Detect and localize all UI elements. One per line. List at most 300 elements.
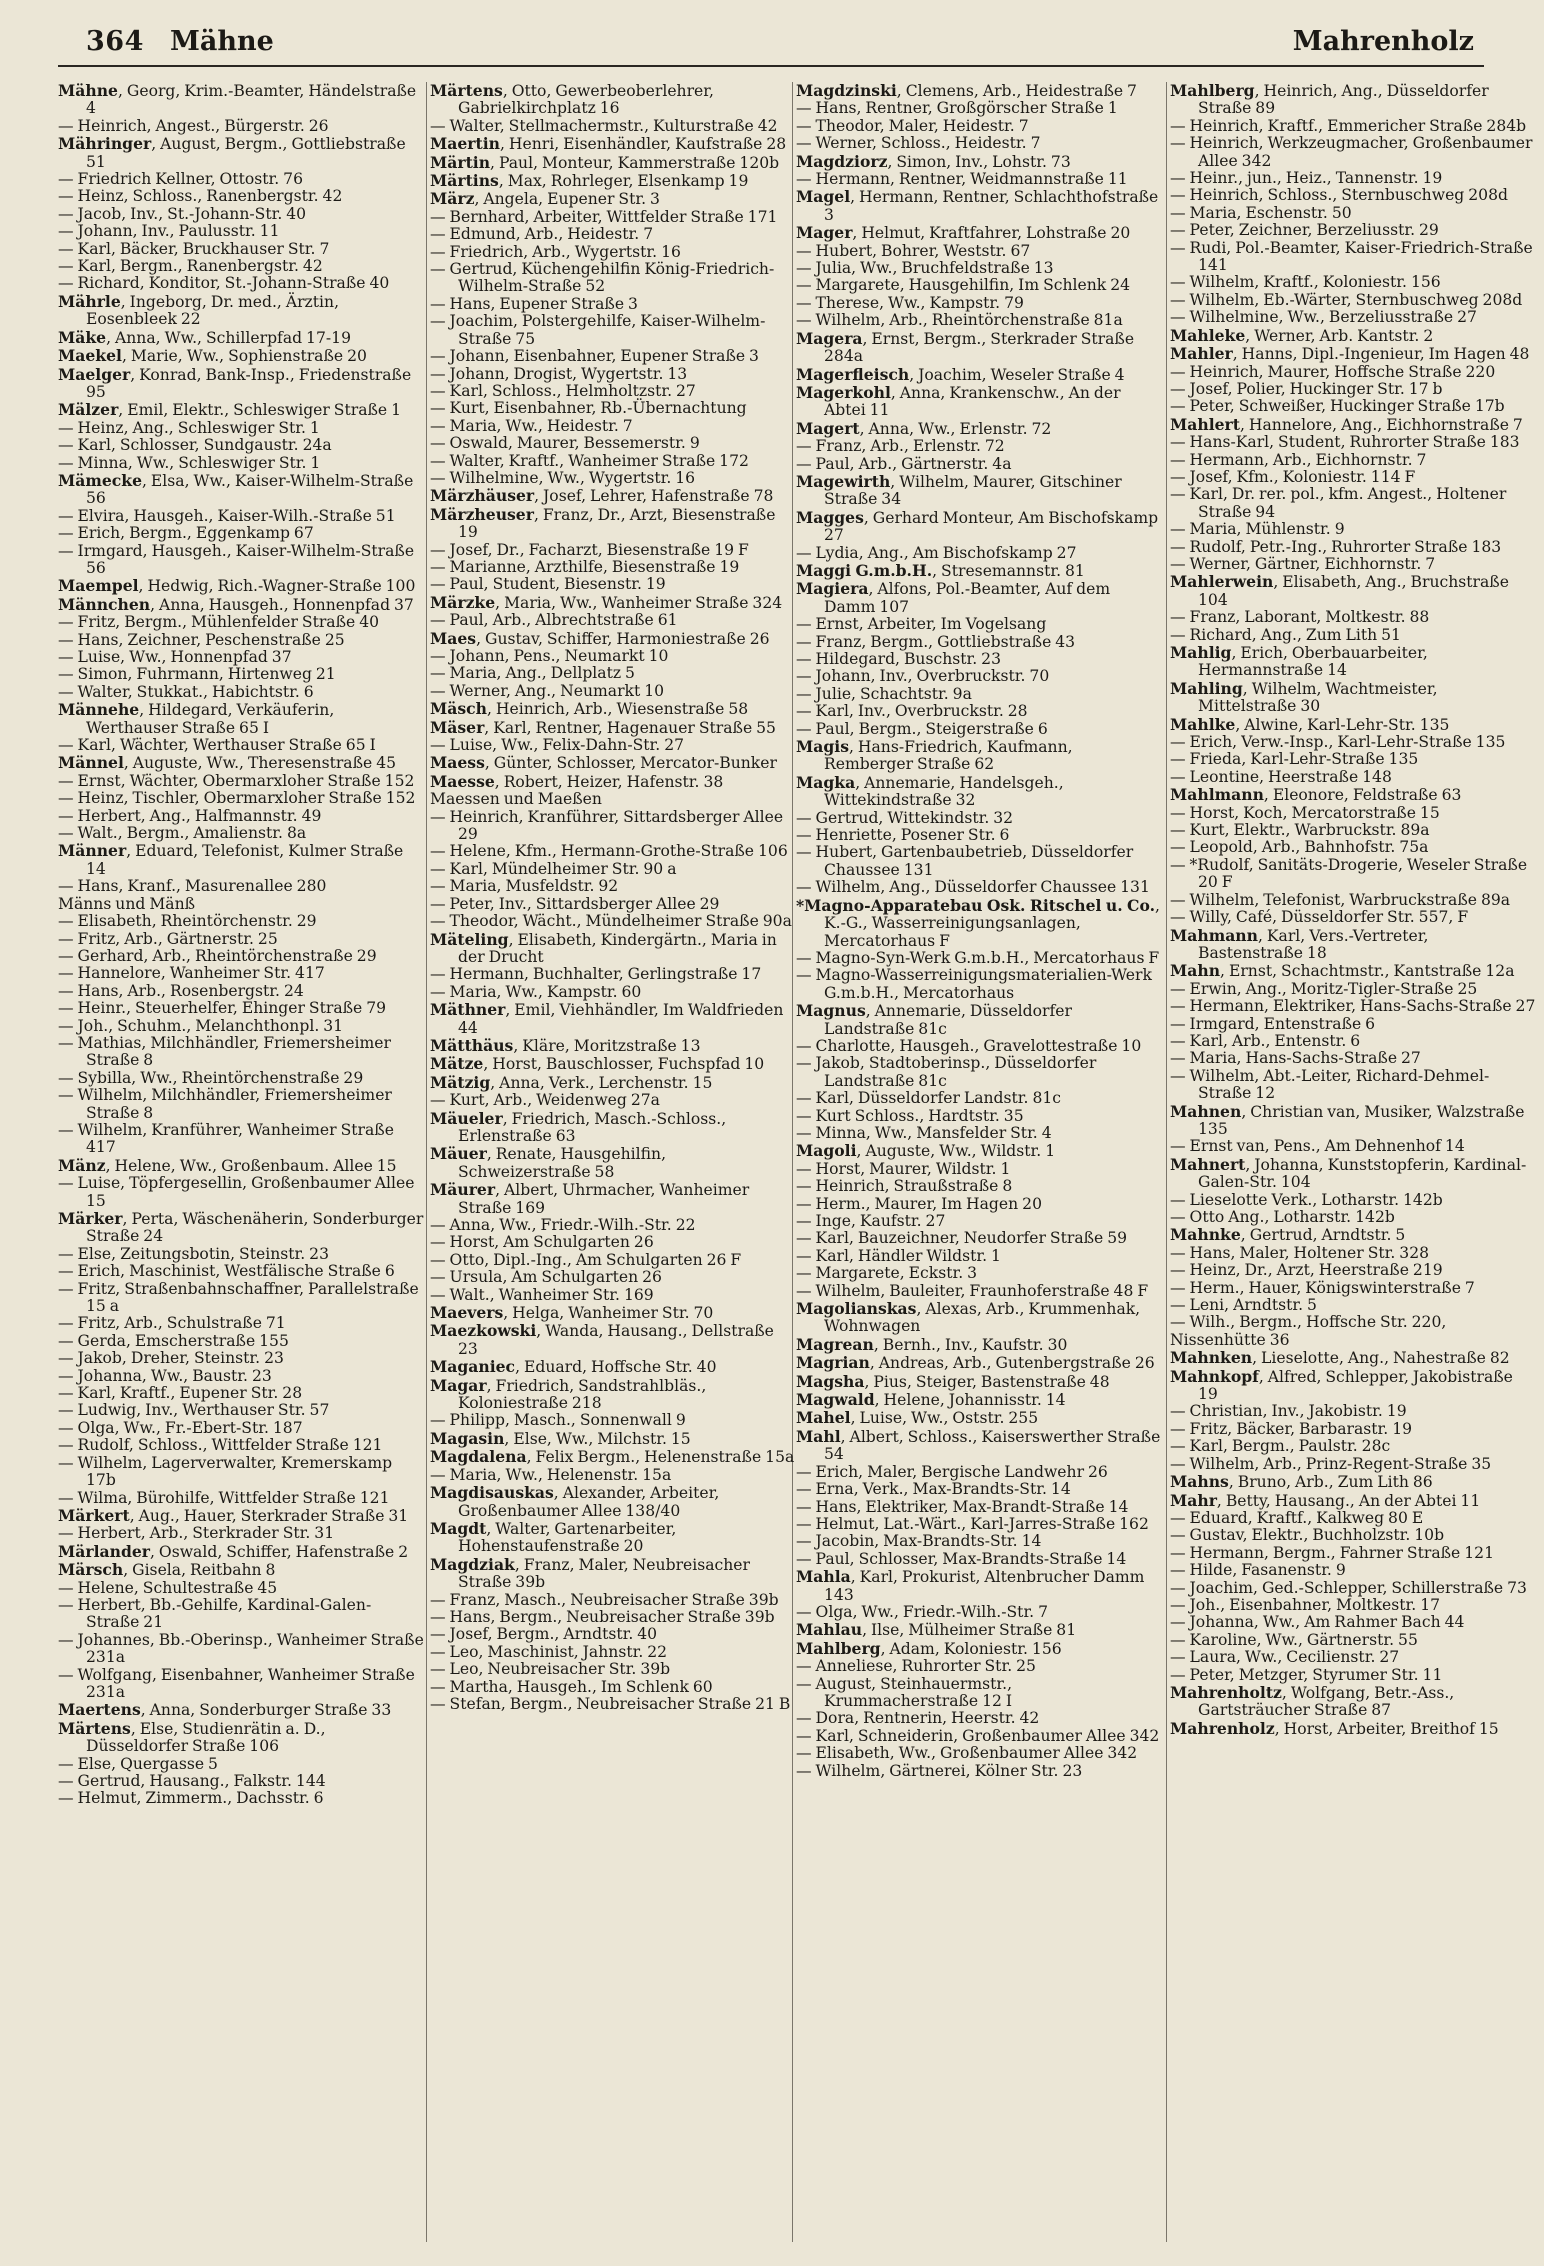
directory-entry: — Julie, Schachtstr. 9a <box>796 684 972 703</box>
directory-entry: — Franz, Bergm., Gottliebstraße 43 <box>796 632 1076 651</box>
directory-entry: — Jacob, Inv., St.-Johann-Str. 40 <box>58 204 307 223</box>
directory-entry: — Paul, Bergm., Steigerstraße 6 <box>796 719 1048 738</box>
directory-entry: Mätthäus, Kläre, Moritzstraße 13 <box>430 1035 701 1055</box>
directory-entry: — Hans, Bergm., Neubreisacher Straße 39b <box>430 1607 775 1626</box>
directory-entry: — Werner, Ang., Neumarkt 10 <box>430 681 665 700</box>
directory-entry: Mäthner, Emil, Viehhändler, Im Waldfrieden 44 <box>430 1000 784 1037</box>
directory-entry: — Johanna, Ww., Baustr. 23 <box>58 1366 272 1385</box>
directory-entry: Mähne, Georg, Krim.-Beamter, Händelstraße 4 <box>58 82 417 118</box>
directory-entry: Magdt, Walter, Gartenarbeiter, Hohenstaufenstraße 20 <box>430 1518 677 1556</box>
directory-entry: Männel, Auguste, Ww., Theresenstraße 45 <box>58 753 397 773</box>
directory-entry: — Magno-Syn-Werk G.m.b.H., Mercatorhaus F <box>796 948 1160 967</box>
directory-entry: — Bernhard, Arbeiter, Wittfelder Straße 171 <box>430 207 778 226</box>
directory-entry: — Elisabeth, Rheintörchenstr. 29 <box>58 912 317 931</box>
directory-entry: — Leontine, Heerstraße 148 <box>1170 767 1392 786</box>
directory-entry: — Stefan, Bergm., Neubreisacher Straße 21 B <box>430 1694 791 1713</box>
directory-entry: Nissenhütte 36 <box>1170 1330 1290 1349</box>
directory-entry: Märzke, Maria, Ww., Wanheimer Straße 324 <box>430 592 783 612</box>
directory-entry: — Johann, Drogist, Wygertstr. 13 <box>430 364 688 383</box>
directory-entry: — Horst, Maurer, Wildstr. 1 <box>796 1159 1011 1178</box>
directory-entry: — Heinz, Schloss., Ranenbergstr. 42 <box>58 187 343 206</box>
directory-entry: — Gertrud, Küchengehilfin König-Friedrich-Wilhelm-Straße 52 <box>430 260 775 296</box>
directory-entry: Mahla, Karl, Prokurist, Altenbrucher Damm 143 <box>796 1567 1145 1604</box>
directory-entry: — Helmut, Lat.-Wärt., Karl-Jarres-Straße 162 <box>796 1514 1149 1533</box>
directory-entry: — Maria, Mühlenstr. 9 <box>1170 520 1345 539</box>
directory-entry: — Wilhelm, Bauleiter, Fraunhoferstraße 48 F <box>796 1281 1149 1300</box>
directory-entry: Mäuer, Renate, Hausgehilfin, Schweizerstraße 58 <box>430 1144 667 1181</box>
directory-entry: Märzhäuser, Josef, Lehrer, Hafenstraße 78 <box>430 486 774 506</box>
directory-entry: — Ludwig, Inv., Werthauser Str. 57 <box>58 1401 330 1420</box>
directory-entry: — Luise, Ww., Honnenpfad 37 <box>58 648 292 666</box>
directory-entry: — Peter, Zeichner, Berzeliusstr. 29 <box>1170 221 1439 240</box>
directory-entry: — Hans, Eupener Straße 3 <box>430 294 638 313</box>
directory-entry: — Joh., Eisenbahner, Moltkestr. 17 <box>1170 1595 1441 1614</box>
directory-entry: — Wilhelm, Lagerverwalter, Kremerskamp 17b <box>58 1453 393 1490</box>
directory-entry: Mahnke, Gertrud, Arndtstr. 5 <box>1170 1225 1406 1245</box>
directory-entry: Mahr, Betty, Hausang., An der Abtei 11 <box>1170 1490 1481 1510</box>
directory-entry: Mahmann, Karl, Vers.-Vertreter, Bastenstraße 18 <box>1170 925 1429 962</box>
directory-entry: — Rudolf, Schloss., Wittfelder Straße 121 <box>58 1436 383 1455</box>
directory-entry: Magasin, Else, Ww., Milchstr. 15 <box>430 1428 691 1448</box>
directory-entry: — Wilhelm, Ang., Düsseldorfer Chaussee 131 <box>796 878 1150 897</box>
directory-entry: — Karl, Schlosser, Sundgaustr. 24a <box>58 436 332 455</box>
directory-entry: Magsha, Pius, Steiger, Bastenstraße 48 <box>796 1371 1110 1391</box>
directory-entry: Magera, Ernst, Bergm., Sterkrader Straße 284a <box>796 328 1135 366</box>
directory-entry: — Hans, Rentner, Großgörscher Straße 1 <box>796 99 1118 118</box>
directory-entry: — Johann, Inv., Overbruckstr. 70 <box>796 667 1050 686</box>
directory-entry: — Therese, Ww., Kampstr. 79 <box>796 293 1024 312</box>
directory-entry: — Johanna, Ww., Am Rahmer Bach 44 <box>1170 1613 1465 1632</box>
directory-entry: Magolianskas, Alexas, Arb., Krummenhak, Wohnwagen <box>796 1299 1141 1336</box>
directory-entry: — Franz, Laborant, Moltkestr. 88 <box>1170 608 1430 627</box>
directory-entry: — Hermann, Elektriker, Hans-Sachs-Straße 27 <box>1170 997 1536 1016</box>
directory-entry: — Olga, Ww., Friedr.-Wilh.-Str. 7 <box>796 1602 1049 1621</box>
directory-entry: — Hubert, Gartenbaubetrieb, Düsseldorfer Chaussee 131 <box>796 843 1134 879</box>
directory-entry: — Werner, Gärtner, Eichhornstr. 7 <box>1170 554 1436 573</box>
directory-entry: — Christian, Inv., Jakobistr. 19 <box>1170 1402 1407 1421</box>
directory-entry: — Laura, Ww., Cecilienstr. 27 <box>1170 1648 1400 1667</box>
directory-entry: — Heinr., jun., Heiz., Tannenstr. 19 <box>1170 169 1443 188</box>
directory-entry: — Rudi, Pol.-Beamter, Kaiser-Friedrich-Straße 141 <box>1170 238 1533 275</box>
directory-entry: — Dora, Rentnerin, Heerstr. 42 <box>796 1709 1040 1728</box>
directory-entry: — Paul, Arb., Albrechtstraße 61 <box>430 611 678 630</box>
directory-entry: Magdzinski, Clemens, Arb., Heidestraße 7 <box>796 82 1137 100</box>
directory-entry: — Paul, Student, Biesenstr. 19 <box>430 575 666 594</box>
directory-entry: — Sybilla, Ww., Rheintörchenstraße 29 <box>58 1068 364 1087</box>
directory-entry: Maggi G.m.b.H., Stresemannstr. 81 <box>796 560 1085 580</box>
directory-entry: — Margarete, Eckstr. 3 <box>796 1264 978 1283</box>
directory-entry: — Wilhelm, Milchhändler, Friemersheimer Straße 8 <box>58 1086 392 1122</box>
directory-entry: Mänz, Helene, Ww., Großenbaum. Allee 15 <box>58 1155 397 1175</box>
directory-entry: — Fritz, Straßenbahnschaffner, Parallelstraße 15 a <box>58 1279 419 1316</box>
directory-entry: — Theodor, Wächt., Mündelheimer Straße 90a <box>430 912 792 931</box>
directory-entry: — Gustav, Elektr., Buchholzstr. 10b <box>1170 1526 1445 1545</box>
directory-entry: — Josef, Kfm., Koloniestr. 114 F <box>1170 467 1416 486</box>
directory-entry: — Simon, Fuhrmann, Hirtenweg 21 <box>58 665 336 684</box>
directory-entry: Mähringer, August, Bergm., Gottliebstraße 51 <box>58 134 406 171</box>
directory-entry: — Werner, Schloss., Heidestr. 7 <box>796 134 1041 153</box>
directory-entry: — Herbert, Arb., Sterkrader Str. 31 <box>58 1524 335 1543</box>
directory-entry: Mahling, Wilhelm, Wachtmeister, Mittelstraße 30 <box>1170 678 1438 716</box>
directory-entry: — Heinrich, Maurer, Hoffsche Straße 220 <box>1170 362 1496 381</box>
directory-entry: — Walter, Stukkat., Habichtstr. 6 <box>58 682 314 701</box>
page-header <box>58 22 1484 68</box>
directory-entry: Märtens, Else, Studienrätin a. D., Düsseldorfer Straße 106 <box>58 1718 326 1756</box>
directory-entry: — Heinrich, Kranführer, Sittardsberger Allee 29 <box>430 807 784 844</box>
directory-entry: — Jakob, Dreher, Steinstr. 23 <box>58 1349 284 1368</box>
directory-entry: — Heinrich, Schloss., Sternbuschweg 208d <box>1170 186 1508 205</box>
directory-entry: Mahlke, Alwine, Karl-Lehr-Str. 135 <box>1170 714 1450 734</box>
directory-entry: — *Rudolf, Sanitäts-Drogerie, Weseler Straße 20 F <box>1170 855 1528 892</box>
directory-entry: — Karl, Dr. rer. pol., kfm. Angest., Holtener Straße 94 <box>1170 485 1507 521</box>
directory-entry: — Karl, Arb., Entenstr. 6 <box>1170 1031 1361 1050</box>
directory-entry: — Erich, Maler, Bergische Landwehr 26 <box>796 1462 1108 1481</box>
directory-entry: Maekel, Marie, Ww., Sophienstraße 20 <box>58 346 367 366</box>
directory-entry: — Erich, Verw.-Insp., Karl-Lehr-Straße 135 <box>1170 733 1506 752</box>
directory-entry: — Hans, Kranf., Masurenallee 280 <box>58 877 327 896</box>
directory-entry: Magwald, Helene, Johannisstr. 14 <box>796 1390 1066 1410</box>
directory-entry: Mahl, Albert, Schloss., Kaiserswerther Straße 54 <box>796 1426 1161 1464</box>
directory-entry: — Wilhelm, Kraftf., Koloniestr. 156 <box>1170 273 1441 292</box>
directory-entry: Märsch, Gisela, Reitbahn 8 <box>58 1560 276 1580</box>
directory-entry: — Heinz, Tischler, Obermarxloher Straße 152 <box>58 789 416 808</box>
directory-entry: — Erwin, Ang., Moritz-Tigler-Straße 25 <box>1170 979 1478 998</box>
directory-entry: — Hans, Elektriker, Max-Brandt-Straße 14 <box>796 1497 1129 1516</box>
directory-entry: Männer, Eduard, Telefonist, Kulmer Straße 14 <box>58 841 404 878</box>
directory-entry: — Leo, Maschinist, Jahnstr. 22 <box>430 1642 668 1661</box>
directory-entry: Magert, Anna, Ww., Erlenstr. 72 <box>796 418 1052 438</box>
directory-entry: — Hermann, Rentner, Weidmannstraße 11 <box>796 170 1128 189</box>
directory-entry: Mahnert, Johanna, Kunststopferin, Kardinal-Galen-Str. 104 <box>1170 1154 1527 1192</box>
directory-entry: — Erich, Maschinist, Westfälische Straße 6 <box>58 1262 395 1281</box>
directory-entry: — Charlotte, Hausgeh., Gravelottestraße 10 <box>796 1036 1142 1055</box>
directory-entry: — Peter, Inv., Sittardsberger Allee 29 <box>430 894 720 913</box>
directory-entry: — Ernst, Wächter, Obermarxloher Straße 152 <box>58 771 415 790</box>
directory-entry: — Herbert, Bb.-Gehilfe, Kardinal-Galen-Straße 21 <box>58 1595 372 1632</box>
directory-entry: Mäser, Karl, Rentner, Hagenauer Straße 55 <box>430 717 776 737</box>
directory-entry: Männehe, Hildegard, Verkäuferin, Werthauser Straße 65 I <box>58 700 335 737</box>
directory-entry: Magoli, Auguste, Ww., Wildstr. 1 <box>796 1141 1056 1161</box>
directory-entry: Mälzer, Emil, Elektr., Schleswiger Straße 1 <box>58 400 402 420</box>
directory-entry: Mahler, Hanns, Dipl.-Ingenieur, Im Hagen 48 <box>1170 344 1530 364</box>
directory-entry: — Walt., Wanheimer Str. 169 <box>430 1285 654 1304</box>
directory-entry: — Wilhelm, Kranführer, Wanheimer Straße 417 <box>58 1120 394 1157</box>
directory-entry: — Henriette, Posener Str. 6 <box>796 826 1010 845</box>
directory-entry: — Kurt, Elektr., Warbruckstr. 89a <box>1170 821 1430 840</box>
directory-entry: — Hilde, Fasanenstr. 9 <box>1170 1561 1346 1580</box>
directory-entry: Maevers, Helga, Wanheimer Str. 70 <box>430 1303 714 1323</box>
directory-entry: — Horst, Am Schulgarten 26 <box>430 1233 654 1252</box>
directory-entry: — Lieselotte Verk., Lotharstr. 142b <box>1170 1190 1443 1209</box>
directory-entry: — Karl, Kraftf., Eupener Str. 28 <box>58 1384 303 1403</box>
directory-entry: Männchen, Anna, Hausgeh., Honnenpfad 37 <box>58 594 414 614</box>
directory-entry: Mahrenholz, Horst, Arbeiter, Breithof 15 <box>1170 1718 1499 1738</box>
directory-entry: Magis, Hans-Friedrich, Kaufmann, Remberger Straße 62 <box>796 737 1073 774</box>
directory-entry: Maelger, Konrad, Bank-Insp., Friedenstraße 95 <box>58 364 412 401</box>
directory-entry: Märzheuser, Franz, Dr., Arzt, Biesenstraße 19 <box>430 504 776 542</box>
directory-entry: — Wilhelm, Abt.-Leiter, Richard-Dehmel-Straße 12 <box>1170 1066 1490 1103</box>
directory-entry: — Maria, Ang., Dellplatz 5 <box>430 664 635 683</box>
directory-entry: — Jakob, Stadtoberinsp., Düsseldorfer Landstraße 81c <box>796 1054 1097 1090</box>
directory-entry: — Maria, Ww., Helenenstr. 15a <box>430 1465 672 1484</box>
directory-entry: — Joachim, Polstergehilfe, Kaiser-Wilhelm-Straße 75 <box>430 312 766 348</box>
directory-entry: — Helene, Schultestraße 45 <box>58 1578 278 1597</box>
directory-entry: — Karl, Bauzeichner, Neudorfer Straße 59 <box>796 1229 1128 1248</box>
directory-entry: Mahel, Luise, Ww., Oststr. 255 <box>796 1408 1039 1428</box>
directory-entry: — Karl, Schloss., Helmholtzstr. 27 <box>430 381 696 400</box>
directory-entry: — Josef, Bergm., Arndtstr. 40 <box>430 1625 658 1644</box>
directory-entry: — Herm., Hauer, Königswinterstraße 7 <box>1170 1278 1475 1297</box>
directory-entry: — Horst, Koch, Mercatorstraße 15 <box>1170 803 1440 822</box>
directory-entry: — Richard, Ang., Zum Lith 51 <box>1170 625 1401 644</box>
directory-entry: Magdalena, Felix Bergm., Helenenstraße 15a <box>430 1447 795 1467</box>
directory-entry: Mahrenholtz, Wolfgang, Betr.-Ass., Gartsträucher Straße 87 <box>1170 1682 1455 1720</box>
directory-entry: Mahlert, Hannelore, Ang., Eichhornstraße 7 <box>1170 414 1523 434</box>
directory-entry: — Hubert, Bohrer, Weststr. 67 <box>796 241 1031 260</box>
directory-entry: — Helene, Kfm., Hermann-Grothe-Straße 106 <box>430 842 788 861</box>
directory-entry: — Irmgard, Entenstraße 6 <box>1170 1014 1376 1033</box>
directory-entry: Mahn, Ernst, Schachtmstr., Kantstraße 12a <box>1170 961 1515 981</box>
directory-entry: — Wilhelm, Telefonist, Warbruckstraße 89a <box>1170 890 1511 909</box>
directory-entry: Mager, Helmut, Kraftfahrer, Lohstraße 20 <box>796 223 1131 243</box>
directory-entry: *Magno-Apparatebau Osk. Ritschel u. Co., K.-G., Wasserreinigungsanlagen, Mercatorhaus F <box>796 895 1160 950</box>
directory-entry: Magges, Gerhard Monteur, Am Bischofskamp 27 <box>796 507 1159 545</box>
directory-entry: Männs und Mänß <box>58 894 196 913</box>
directory-entry: Maezkowski, Wanda, Hausang., Dellstraße 23 <box>430 1321 774 1358</box>
directory-entry: — Olga, Ww., Fr.-Ebert-Str. 187 <box>58 1418 303 1437</box>
directory-column-2 <box>430 82 796 2252</box>
directory-entry: — Karl, Mündelheimer Str. 90 a <box>430 859 677 878</box>
directory-entry: — Marianne, Arzthilfe, Biesenstraße 19 <box>430 557 740 576</box>
directory-entry: — Oswald, Maurer, Bessemerstr. 9 <box>430 434 700 453</box>
directory-entry: — Helmut, Zimmerm., Dachsstr. 6 <box>58 1789 324 1808</box>
directory-entry: — Wilhelmine, Ww., Wygertstr. 16 <box>430 468 696 487</box>
directory-entry: — Erna, Verk., Max-Brandts-Str. 14 <box>796 1480 1071 1499</box>
directory-entry: Mährle, Ingeborg, Dr. med., Ärztin, Eosenbleek 22 <box>58 291 340 329</box>
directory-entry: März, Angela, Eupener Str. 3 <box>430 189 660 209</box>
directory-entry: Magel, Hermann, Rentner, Schlachthofstraße 3 <box>796 187 1159 224</box>
directory-entry: — Karl, Bäcker, Bruckhauser Str. 7 <box>58 239 330 258</box>
directory-entry: Maertens, Anna, Sonderburger Straße 33 <box>58 1700 392 1720</box>
directory-entry: — Theodor, Maler, Heidestr. 7 <box>796 116 1029 135</box>
directory-entry: — Hans, Arb., Rosenbergstr. 24 <box>58 981 304 1000</box>
directory-column-4 <box>1170 82 1536 2252</box>
directory-entry: — Paul, Arb., Gärtnerstr. 4a <box>796 454 1012 473</box>
header-rule <box>58 65 1484 67</box>
directory-entry: Magewirth, Wilhelm, Maurer, Gitschiner Straße 34 <box>796 471 1122 509</box>
directory-entry: Mahnkopf, Alfred, Schlepper, Jakobistraße 19 <box>1170 1366 1513 1404</box>
directory-entry: — Heinrich, Werkzeugmacher, Großenbaumer Allee 342 <box>1170 134 1533 170</box>
directory-entry: — Inge, Kaufstr. 27 <box>796 1212 946 1230</box>
directory-entry: Maessen und Maeßen <box>430 790 602 809</box>
directory-entry: — Ursula, Am Schulgarten 26 <box>430 1268 662 1287</box>
directory-entry: — Irmgard, Hausgeh., Kaiser-Wilhelm-Straße 56 <box>58 541 415 577</box>
directory-entry: — Wilhelm, Arb., Prinz-Regent-Straße 35 <box>1170 1454 1492 1473</box>
directory-entry: — Otto, Dipl.-Ing., Am Schulgarten 26 F <box>430 1250 742 1269</box>
directory-entry: Märlander, Oswald, Schiffer, Hafenstraße 2 <box>58 1541 409 1561</box>
directory-entry: Maganiec, Eduard, Hoffsche Str. 40 <box>430 1357 717 1377</box>
directory-entry: Magiera, Alfons, Pol.-Beamter, Auf dem Damm 107 <box>796 579 1111 616</box>
header-left-keyword: Mähne <box>170 26 274 57</box>
directory-entry: Märkert, Aug., Hauer, Sterkrader Straße 31 <box>58 1505 409 1525</box>
directory-entry: Magnus, Annemarie, Düsseldorfer Landstraße 81c <box>796 1001 1072 1038</box>
directory-entry: — Hermann, Arb., Eichhornstr. 7 <box>1170 450 1427 469</box>
directory-entry: — Wilh., Bergm., Hoffsche Str. 220, <box>1170 1313 1447 1332</box>
directory-entry: Magerfleisch, Joachim, Weseler Straße 4 <box>796 364 1125 384</box>
directory-entry: — Heinrich, Straußstraße 8 <box>796 1177 1013 1196</box>
directory-entry: — Josef, Polier, Huckinger Str. 17 b <box>1170 379 1443 398</box>
directory-entry: — Jacobin, Max-Brandts-Str. 14 <box>796 1532 1042 1551</box>
directory-entry: — Anna, Ww., Friedr.-Wilh.-Str. 22 <box>430 1216 696 1234</box>
directory-entry: Magar, Friedrich, Sandstrahlbläs., Koloniestraße 218 <box>430 1375 707 1413</box>
directory-entry: Mäteling, Elisabeth, Kindergärtn., Maria in der Drucht <box>430 929 777 966</box>
directory-entry: — Paul, Schlosser, Max-Brandts-Straße 14 <box>796 1549 1127 1568</box>
directory-entry: — Minna, Ww., Mansfelder Str. 4 <box>796 1123 1052 1142</box>
directory-entry: — Hermann, Bergm., Fahrner Straße 121 <box>1170 1543 1494 1562</box>
directory-entry: — Peter, Metzger, Styrumer Str. 11 <box>1170 1665 1443 1684</box>
directory-entry: — Richard, Konditor, St.-Johann-Straße 40 <box>58 274 390 293</box>
directory-entry: — Maria, Ww., Kampstr. 60 <box>430 982 642 1001</box>
directory-entry: — Karl, Düsseldorfer Landstr. 81c <box>796 1089 1062 1108</box>
directory-entry: — Fritz, Arb., Schulstraße 71 <box>58 1314 286 1333</box>
directory-entry: — Luise, Töpfergesellin, Großenbaumer Allee 15 <box>58 1174 415 1210</box>
directory-entry: — Margarete, Hausgehilfin, Im Schlenk 24 <box>796 276 1131 295</box>
directory-entry: — Karl, Bergm., Ranenbergstr. 42 <box>58 257 323 276</box>
directory-entry: — Kurt Schloss., Hardtstr. 35 <box>796 1106 1024 1125</box>
directory-entry: Magka, Annemarie, Handelsgeh., Wittekindstraße 32 <box>796 772 1064 810</box>
directory-entry: — Wilma, Bürohilfe, Wittfelder Straße 121 <box>58 1488 390 1507</box>
directory-entry: Mämecke, Elsa, Ww., Kaiser-Wilhelm-Straße 56 <box>58 470 414 508</box>
directory-entry: — Hans, Maler, Holtener Str. 328 <box>1170 1243 1430 1262</box>
directory-entry: — Karl, Händler Wildstr. 1 <box>796 1246 1001 1265</box>
directory-entry: Mäurer, Albert, Uhrmacher, Wanheimer Straße 169 <box>430 1180 750 1217</box>
directory-entry: — Anneliese, Ruhrorter Str. 25 <box>796 1657 1036 1676</box>
directory-entry: — Leo, Neubreisacher Str. 39b <box>430 1660 671 1679</box>
directory-entry: Maesse, Robert, Heizer, Hafenstr. 38 <box>430 771 724 791</box>
directory-entry: — Friedrich Kellner, Ottostr. 76 <box>58 170 304 189</box>
directory-entry: — Johann, Eisenbahner, Eupener Straße 3 <box>430 347 759 366</box>
directory-entry: — Frieda, Karl-Lehr-Straße 135 <box>1170 750 1419 769</box>
directory-entry: — Franz, Masch., Neubreisacher Straße 39b <box>430 1590 779 1609</box>
directory-entry: Mahlig, Erich, Oberbauarbeiter, Hermannstraße 14 <box>1170 643 1428 680</box>
directory-entry: — Willy, Café, Düsseldorfer Str. 557, F <box>1170 908 1469 927</box>
directory-entry: — Luise, Ww., Felix-Dahn-Str. 27 <box>430 736 685 755</box>
directory-entry: — Herbert, Ang., Halfmannstr. 49 <box>58 806 322 825</box>
directory-entry: — Wilhelm, Arb., Rheintörchenstraße 81a <box>796 311 1123 330</box>
directory-entry: — Gerhard, Arb., Rheintörchenstraße 29 <box>58 946 377 965</box>
directory-entry: Maes, Gustav, Schiffer, Harmoniestraße 26 <box>430 628 770 648</box>
directory-entry: — Maria, Hans-Sachs-Straße 27 <box>1170 1049 1421 1068</box>
directory-entry: — Heinrich, Angest., Bürgerstr. 26 <box>58 116 329 135</box>
directory-entry: — Karl, Schneiderin, Großenbaumer Allee 342 <box>796 1726 1160 1745</box>
directory-entry: — Maria, Eschenstr. 50 <box>1170 203 1352 222</box>
directory-entry: Mahlmann, Eleonore, Feldstraße 63 <box>1170 785 1462 805</box>
directory-entry: — Wilhelm, Eb.-Wärter, Sternbuschweg 208d <box>1170 290 1523 309</box>
directory-entry: Mahlau, Ilse, Mülheimer Straße 81 <box>796 1620 1077 1640</box>
directory-entry: — Minna, Ww., Schleswiger Str. 1 <box>58 453 321 472</box>
directory-entry: — Hans-Karl, Student, Ruhrorter Straße 183 <box>1170 433 1520 452</box>
directory-entry: — Walter, Stellmachermstr., Kulturstraße 42 <box>430 116 778 135</box>
directory-entry: Mahleke, Werner, Arb. Kantstr. 2 <box>1170 325 1434 345</box>
directory-entry: Mäke, Anna, Ww., Schillerpfad 17-19 <box>58 327 352 347</box>
directory-entry: Maess, Günter, Schlosser, Mercator-Bunker <box>430 753 777 773</box>
directory-entry: Magdziak, Franz, Maler, Neubreisacher Straße 39b <box>430 1554 750 1592</box>
directory-entry: — Fritz, Bergm., Mühlenfelder Straße 40 <box>58 613 380 632</box>
column-divider <box>1166 82 1167 2242</box>
directory-entry: — Mathias, Milchhändler, Friemersheimer Straße 8 <box>58 1033 391 1070</box>
directory-entry: — Maria, Ww., Heidestr. 7 <box>430 416 633 435</box>
directory-entry: Mäsch, Heinrich, Arb., Wiesenstraße 58 <box>430 699 749 719</box>
directory-entry: — Heinrich, Kraftf., Emmericher Straße 284b <box>1170 116 1527 135</box>
directory-entry: Mahnen, Christian van, Musiker, Walzstraße 135 <box>1170 1101 1525 1138</box>
directory-entry: — Walt., Bergm., Amalienstr. 8a <box>58 824 307 843</box>
directory-entry: Mahlerwein, Elisabeth, Ang., Bruchstraße 104 <box>1170 572 1509 609</box>
directory-entry: — Heinz, Dr., Arzt, Heerstraße 219 <box>1170 1261 1443 1280</box>
header-right-keyword: Mahrenholz <box>1292 26 1474 57</box>
directory-entry: — Else, Zeitungsbotin, Steinstr. 23 <box>58 1244 330 1263</box>
directory-entry: — Leni, Arndtstr. 5 <box>1170 1296 1317 1315</box>
directory-entry: — Joachim, Ged.-Schlepper, Schillerstraße 73 <box>1170 1578 1527 1597</box>
directory-entry: — Wolfgang, Eisenbahner, Wanheimer Straße 231a <box>58 1665 415 1701</box>
directory-entry: — Martha, Hausgeh., Im Schlenk 60 <box>430 1677 713 1696</box>
directory-entry: Maertin, Henri, Eisenhändler, Kaufstraße 28 <box>430 134 787 154</box>
directory-entry: Märtens, Otto, Gewerbeoberlehrer, Gabrielkirchplatz 16 <box>430 82 714 118</box>
directory-entry: — Franz, Arb., Erlenstr. 72 <box>796 437 1005 456</box>
directory-entry: — Karl, Inv., Overbruckstr. 28 <box>796 702 1028 721</box>
directory-entry: — Magno-Wasserreinigungsmaterialien-Werk G.m.b.H., Mercatorhaus <box>796 966 1152 1002</box>
directory-entry: — Fritz, Arb., Gärtnerstr. 25 <box>58 929 278 948</box>
directory-entry: — Johann, Inv., Paulusstr. 11 <box>58 222 280 241</box>
directory-entry: — Gertrud, Wittekindstr. 32 <box>796 808 1014 827</box>
directory-entry: — Maria, Musfeldstr. 92 <box>430 877 619 896</box>
directory-entry: — Elvira, Hausgeh., Kaiser-Wilh.-Straße 51 <box>58 506 396 525</box>
directory-entry: Magrean, Bernh., Inv., Kaufstr. 30 <box>796 1334 1068 1354</box>
directory-entry: — Erich, Bergm., Eggenkamp 67 <box>58 524 314 543</box>
directory-entry: — Hermann, Buchhalter, Gerlingstraße 17 <box>430 965 762 984</box>
directory-entry: — Karoline, Ww., Gärtnerstr. 55 <box>1170 1630 1418 1649</box>
directory-entry: — Leopold, Arb., Bahnhofstr. 75a <box>1170 838 1429 857</box>
column-divider <box>426 82 427 2242</box>
directory-entry: — Elisabeth, Ww., Großenbaumer Allee 342 <box>796 1744 1138 1763</box>
directory-entry: Mahlberg, Adam, Koloniestr. 156 <box>796 1638 1062 1658</box>
directory-column-1 <box>58 82 424 2252</box>
directory-entry: — Peter, Schweißer, Huckinger Straße 17b <box>1170 397 1505 416</box>
directory-entry: Mätzig, Anna, Verk., Lerchenstr. 15 <box>430 1072 713 1092</box>
directory-entry: — Kurt, Arb., Weidenweg 27a <box>430 1091 660 1110</box>
directory-entry: — Ernst, Arbeiter, Im Vogelsang <box>796 615 1047 634</box>
directory-entry: Maempel, Hedwig, Rich.-Wagner-Straße 100 <box>58 576 416 596</box>
directory-entry: — Ernst van, Pens., Am Dehnenhof 14 <box>1170 1137 1465 1156</box>
directory-entry: — Heinz, Ang., Schleswiger Str. 1 <box>58 418 320 437</box>
directory-entry: — Edmund, Arb., Heidestr. 7 <box>430 225 654 244</box>
directory-entry: Märtins, Max, Rohrleger, Elsenkamp 19 <box>430 171 749 191</box>
directory-entry: — Else, Quergasse 5 <box>58 1754 218 1773</box>
directory-entry: — Wilhelmine, Ww., Berzeliusstraße 27 <box>1170 308 1477 327</box>
directory-entry: — Karl, Bergm., Paulstr. 28c <box>1170 1437 1391 1456</box>
directory-entry: — Hannelore, Wanheimer Str. 417 <box>58 964 325 983</box>
directory-entry: — Philipp, Masch., Sonnenwall 9 <box>430 1411 686 1430</box>
directory-entry: Märker, Perta, Wäschenäherin, Sonderburger Straße 24 <box>58 1209 424 1246</box>
directory-column-3 <box>796 82 1162 2252</box>
directory-entry: Magerkohl, Anna, Krankenschw., An der Abtei 11 <box>796 382 1121 420</box>
directory-entry: — Eduard, Kraftf., Kalkweg 80 E <box>1170 1508 1424 1527</box>
page-number: 364 <box>86 26 144 57</box>
directory-entry: — Gerda, Emscherstraße 155 <box>58 1331 289 1350</box>
directory-entry: Mäueler, Friedrich, Masch.-Schloss., Erlenstraße 63 <box>430 1108 727 1145</box>
directory-entry: — Lydia, Ang., Am Bischofskamp 27 <box>796 543 1077 562</box>
directory-entry: — Wilhelm, Gärtnerei, Kölner Str. 23 <box>796 1761 1083 1780</box>
directory-entry: — Johannes, Bb.-Oberinsp., Wanheimer Straße 231a <box>58 1630 424 1667</box>
